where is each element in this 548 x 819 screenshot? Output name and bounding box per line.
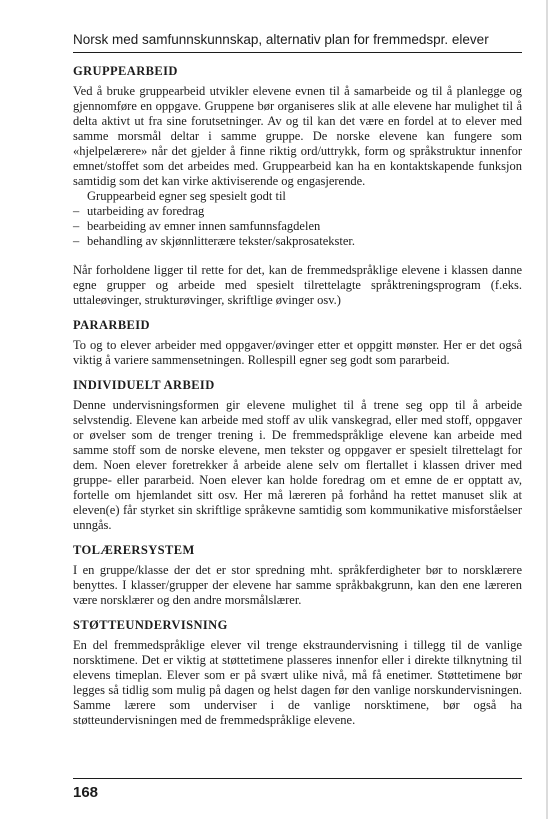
list-item-text: utarbeiding av foredrag <box>87 204 205 218</box>
paragraph: Gruppearbeid egner seg spesielt godt til <box>87 189 286 203</box>
list-item <box>73 219 522 234</box>
dash-bullet: – <box>73 204 80 218</box>
dash-bullet: – <box>73 219 80 233</box>
header-rule <box>73 52 522 53</box>
page-body <box>73 64 522 738</box>
list-item <box>73 204 522 219</box>
dash-bullet: – <box>73 234 80 248</box>
section-heading: INDIVIDUELT ARBEID <box>73 378 215 392</box>
list-item-text: bearbeiding av emner innen samfunnsfagdelen <box>87 219 321 233</box>
paragraph: Denne undervisningsformen gir elevene mulighet til å trene seg opp til å arbeide selvstendig. Elevene kan arbeide med stoff av ulik vanskegrad, eller med stoff, oppgaver or øvelser som de trenger trening i. De fremmedspråklige elevene kan arbeide med samme stoff som de norske elevene, men tekster og oppgaver er spesielt tilrettelagt for dem. Noen elever foretrekker å arbeide alene selv om flertallet i klassen driver med gruppe- eller pararbeid. Noen elever kan holde foredrag om et emne de er opptatt av, fortelle om hjemlandet sitt osv. Her må læreren på forhånd ha rettet manuset slik at eleven(e) får styrket sin skriftlige språkevne samtidig som kommunikative misforståelser unngås. <box>73 398 522 532</box>
section-heading: GRUPPEARBEID <box>73 64 178 78</box>
footer-rule <box>73 778 522 779</box>
section-heading: STØTTEUNDERVISNING <box>73 618 228 632</box>
paragraph: Ved å bruke gruppearbeid utvikler elevene evnen til å samarbeide og til å planlegge og gjennomføre en oppgave. Gruppene bør organiseres slik at alle elevene har mulighet til å delta aktivt ut fra sine forutsetninger. Av og til kan det være en fordel at to elever med samme morsmål deltar i samme gruppe. De norske elevene kan fungere som «hjelpelærere» når det gjelder å finne riktig ord/uttrykk, form og språkstruktur innenfor emnet/stoffet som det arbeides med. Gruppearbeid kan ha en kontaktskapende funksjon samtidig som det kan virke aktiviserende og engasjerende. <box>73 84 522 188</box>
section-heading: TOLÆRERSYSTEM <box>73 543 195 557</box>
paragraph: I en gruppe/klasse der det er stor spredning mht. språkferdigheter bør to norsklærere benyttes. I klasser/grupper der elevene har samme språkbakgrunn, kan den ene læreren være norsklærer og den andre morsmålslærer. <box>73 563 522 607</box>
paragraph: Når forholdene ligger til rette for det, kan de fremmedspråklige elevene i klassen danne egne grupper og arbeide med spesielt tilrettelagte språktreningsprogram (f.eks. uttaleøvinger, strukturøvinger, skriftlige øvinger osv.) <box>73 263 522 307</box>
section-stotteundervisning <box>73 618 522 728</box>
bullet-list <box>73 204 522 249</box>
running-header: Norsk med samfunnskunnskap, alternativ plan for fremmedspr. elever <box>73 32 489 47</box>
paragraph: To og to elever arbeider med oppgaver/øvinger etter et oppgitt mønster. Her er det også viktig å variere sammensetningen. Rollespill egner seg godt som pararbeid. <box>73 338 522 367</box>
section-tolaerersystem <box>73 543 522 608</box>
section-individuelt-arbeid <box>73 378 522 533</box>
section-gruppearbeid <box>73 64 522 308</box>
list-item-text: behandling av skjønnlitterære tekster/sakprosatekster. <box>87 234 355 248</box>
section-pararbeid <box>73 318 522 368</box>
page-number: 168 <box>73 784 99 801</box>
list-item <box>73 234 522 249</box>
section-heading: PARARBEID <box>73 318 150 332</box>
paragraph-spacer <box>73 249 522 263</box>
paragraph: En del fremmedspråklige elever vil trenge ekstraundervisning i tillegg til de vanlige norsktimene. Det er viktig at støttetimene plasseres innenfor eller i direkte tilknytning til elevens timeplan. Elever som er på svært ulike nivå, må få enetimer. Støttetimene bør legges så tidlig som mulig på dagen og helst dagen før den vanlige norskundervisningen. Samme lærere som underviser i de vanlige norsktimene, bør også ha støtteundervisningen med de fremmedspråklige elevene. <box>73 638 522 727</box>
